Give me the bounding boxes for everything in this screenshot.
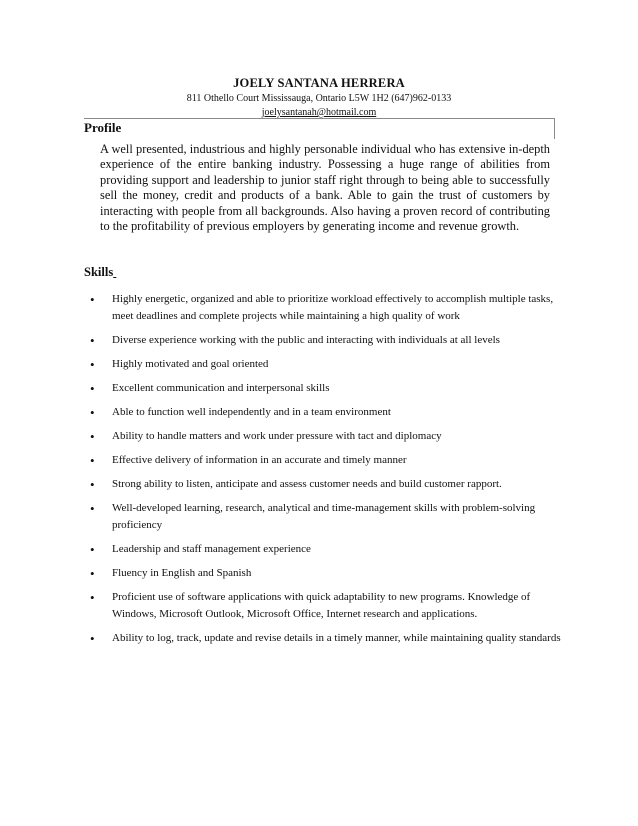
skill-text: Ability to handle matters and work under pressure with tact and diplomacy	[112, 430, 442, 442]
skill-item	[90, 476, 570, 493]
bullet-icon: •	[90, 292, 95, 307]
skill-item	[90, 404, 570, 421]
bullet-icon: •	[90, 381, 95, 396]
skill-item	[90, 500, 570, 534]
skill-text: Leadership and staff management experience	[112, 543, 311, 555]
skill-text: Fluency in English and Spanish	[112, 567, 252, 579]
bullet-icon: •	[90, 566, 95, 581]
bullet-icon: •	[90, 501, 95, 516]
skills-heading-underline	[113, 265, 116, 279]
bullet-icon: •	[90, 333, 95, 348]
skill-text: Highly motivated and goal oriented	[112, 358, 269, 370]
skill-item	[90, 332, 570, 349]
skills-heading-text: Skills	[84, 265, 114, 279]
skill-item	[90, 291, 570, 325]
contact-email[interactable]: joelysantanah@hotmail.com	[261, 107, 377, 118]
skill-text: Well-developed learning, research, analytical and time-management skills with problem-solving proficiency	[112, 502, 536, 531]
applicant-name: JOELY SANTANA HERRERA	[233, 76, 405, 90]
bullet-icon: •	[90, 590, 95, 605]
skill-text: Excellent communication and interpersonal skills	[112, 382, 330, 394]
skill-text: Highly energetic, organized and able to prioritize workload effectively to accomplish multiple tasks, meet deadlines and complete projects while maintaining a high quality of work	[112, 293, 554, 322]
skill-item	[90, 589, 570, 623]
skill-text: Able to function well independently and in a team environment	[112, 406, 391, 418]
skill-text: Diverse experience working with the public and interacting with individuals at all levels	[112, 334, 500, 346]
skill-text: Ability to log, track, update and revise details in a timely manner, while maintaining quality standards	[112, 632, 561, 644]
skill-item	[90, 452, 570, 469]
skill-item	[90, 380, 570, 397]
profile-heading: Profile	[84, 120, 122, 135]
bullet-icon: •	[90, 357, 95, 372]
bullet-icon: •	[90, 542, 95, 557]
bullet-icon: •	[90, 453, 95, 468]
bullet-icon: •	[90, 631, 95, 646]
skill-item	[90, 356, 570, 373]
bullet-icon: •	[90, 477, 95, 492]
skill-item	[90, 565, 570, 582]
profile-heading-frame	[84, 118, 555, 139]
skill-item	[90, 630, 570, 647]
bullet-icon: •	[90, 429, 95, 444]
skill-text: Proficient use of software applications with quick adaptability to new programs. Knowledge of Windows, Microsoft Outlook, Microsoft Office, Internet research and applications.	[112, 591, 531, 620]
bullet-icon: •	[90, 405, 95, 420]
skill-item	[90, 428, 570, 445]
profile-paragraph: A well presented, industrious and highly personable individual who has extensive in-depth experience of the entire banking industry. Possessing a huge range of abilities from providing support and leadership to junior staff right through to being able to successfully sell the money, credit and products of a bank. Able to gain the trust of customers by interacting with people from all backgrounds. Also having a proven record of contributing to the profitability of previous employers by generating income and revenue growth.	[100, 142, 550, 234]
contact-address: 811 Othello Court Mississauga, Ontario L5W 1H2 (647)962-0133	[186, 93, 452, 104]
skills-heading	[84, 265, 116, 280]
skill-item	[90, 541, 570, 558]
skill-text: Strong ability to listen, anticipate and assess customer needs and build customer rapport.	[112, 478, 502, 490]
skill-text: Effective delivery of information in an accurate and timely manner	[112, 454, 407, 466]
skills-list	[90, 291, 570, 654]
